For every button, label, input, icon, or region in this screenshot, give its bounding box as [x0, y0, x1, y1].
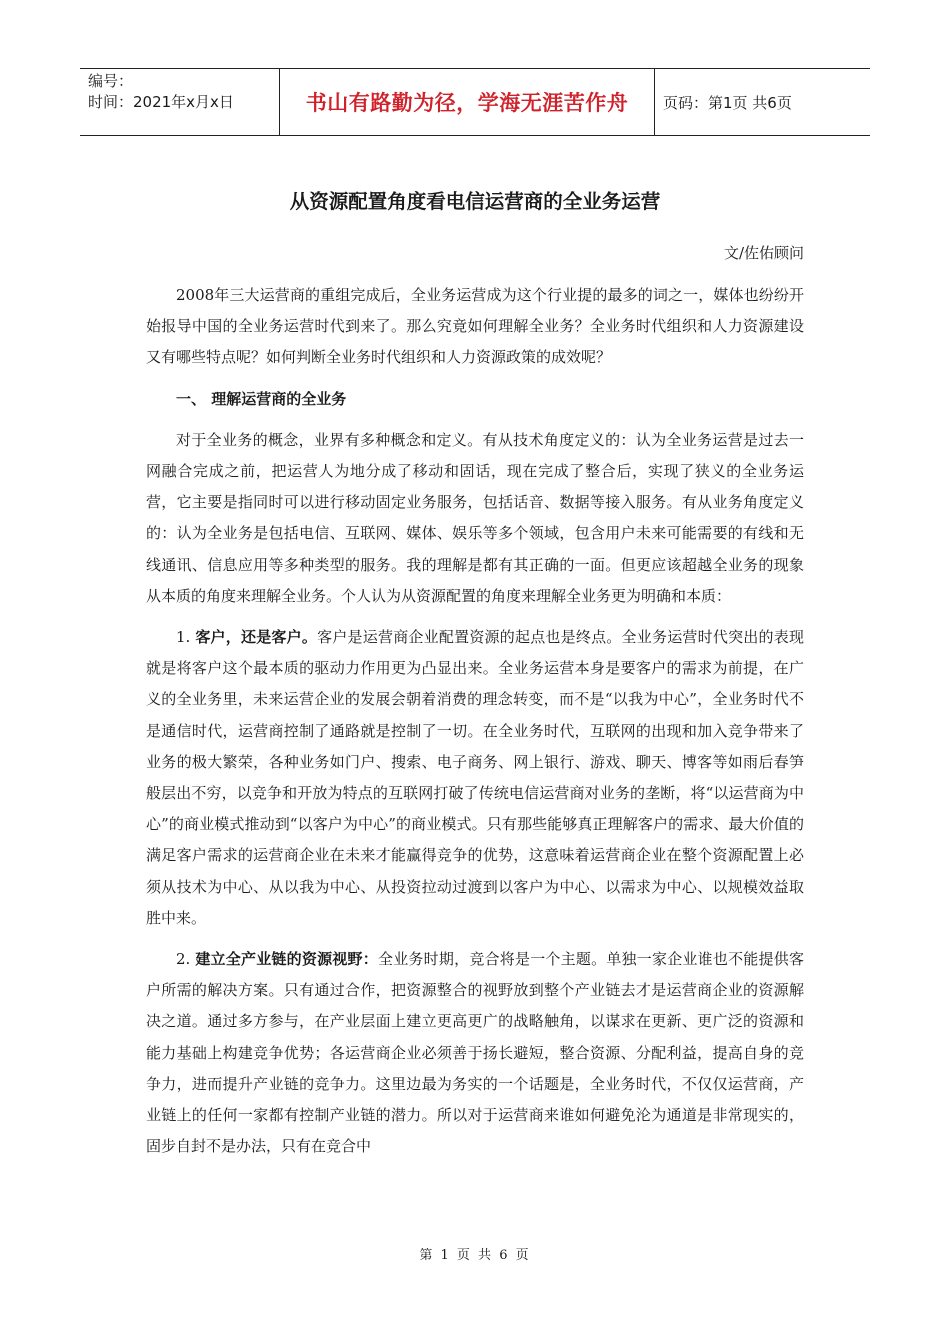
header-table [80, 68, 870, 136]
section-1-heading: 一、 理解运营商的全业务 [176, 389, 347, 408]
section-1-paragraph: 对于全业务的概念，业界有多种概念和定义。有从技术角度定义的：认为全业务运营是过去一网融合完成之前，把运营人为地分成了移动和固话，现在完成了整合后，实现了狭义的全业务运营，它主要是指同时可以进行移动固定业务服务，包括话音、数据等接入服务。有从业务角度定义的：认为全业务是包括电信、互联网、媒体、娱乐等多个领域，包含用户未来可能需要的有线和无线通讯、信息应用等多种类型的服务。我的理解是都有其正确的一面。但更应该超越全业务的现象从本质的角度来理解全业务。个人认为从资源配置的角度来理解全业务更为明确和本质： [146, 430, 804, 605]
point-2-number: 2. [176, 950, 191, 969]
point-1-number: 1. [176, 628, 191, 647]
header-page-info: 页码：第1页 共6页 [663, 93, 792, 112]
point-1-text: 客户是运营商企业配置资源的起点也是终点。全业务运营时代突出的表现就是将客户这个最本质的驱动力作用更为凸显出来。全业务运营本身是要客户的需求为前提，在广义的全业务里，未来运营企业的发展会朝着消费的理念转变，而不是“以我为中心”，全业务时代不是通信时代，运营商控制了通路就是控制了一切。在全业务时代，互联网的出现和加入竞争带来了业务的极大繁荣，各种业务如门户、搜索、电子商务、网上银行、游戏、聊天、博客等如雨后春笋般层出不穷，以竞争和开放为特点的互联网打破了传统电信运营商对业务的垄断，将“以运营商为中心”的商业模式推动到“以客户为中心”的商业模式。只有那些能够真正理解客户的需求、最大价值的满足客户需求的运营商企业在未来才能赢得竞争的优势，这意味着运营商企业在整个资源配置上必须从技术为中心、从以我为中心、从投资拉动过渡到以客户为中心、以需求为中心、以规模效益取胜中来。 [146, 628, 804, 927]
point-2-text: 全业务时期，竞合将是一个主题。单独一家企业谁也不能提供客户所需的解决方案。只有通过合作，把资源整合的视野放到整个产业链去才是运营商企业的资源解决之道。通过多方参与，在产业层面上建立更高更广的战略触角，以谋求在更新、更广泛的资源和能力基础上构建竞争优势；各运营商企业必须善于扬长避短，整合资源、分配利益，提高自身的竞争力，进而提升产业链的竞争力。这里边最为务实的一个话题是，全业务时代，不仅仅运营商，产业链上的任何一家都有控制产业链的潜力。所以对于运营商来谁如何避免沦为通道是非常现实的，固步自封不是办法，只有在竞合中 [146, 950, 804, 1156]
intro-paragraph: 2008年三大运营商的重组完成后，全业务运营成为这个行业提的最多的词之一，媒体也纷纷开始报导中国的全业务运营时代到来了。那么究竟如何理解全业务？全业务时代组织和人力资源建设又有哪些特点呢？如何判断全业务时代组织和人力资源政策的成效呢？ [146, 286, 804, 367]
header-meta-cell [80, 69, 280, 135]
point-1-paragraph [146, 622, 804, 934]
point-1-title: 客户，还是客户。 [195, 628, 318, 647]
document-author: 文/佐佑顾问 [723, 244, 804, 262]
point-2-title: 建立全产业链的资源视野： [195, 950, 378, 969]
document-number-label: 编号： [88, 72, 134, 90]
document-date-label: 时间：2021年x月x日 [88, 93, 234, 111]
header-motto: 书山有路勤为径，学海无涯苦作舟 [280, 69, 655, 135]
document-body [146, 280, 804, 1172]
document-title: 从资源配置角度看电信运营商的全业务运营 [289, 190, 661, 213]
page-footer: 第 1 页 共 6 页 [419, 1248, 531, 1263]
point-2-paragraph [146, 944, 804, 1162]
